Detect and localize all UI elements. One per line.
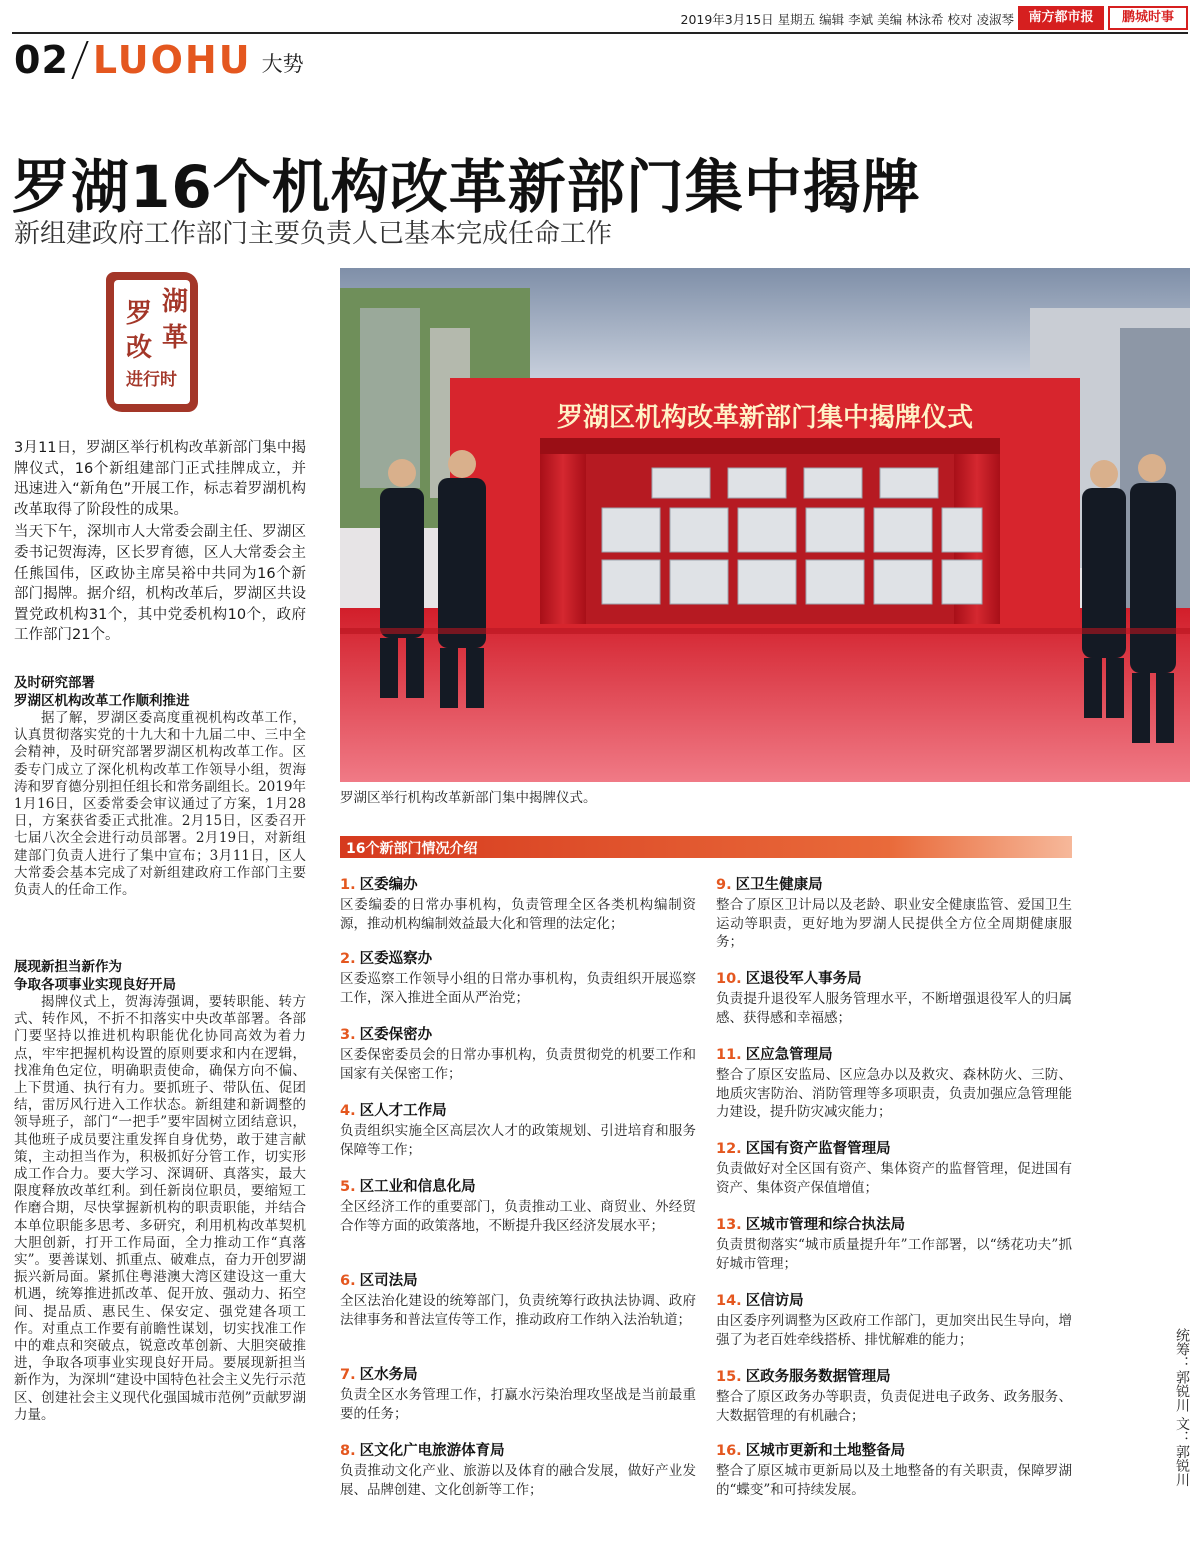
top-rule	[12, 32, 1188, 34]
department-desc: 由区委序列调整为区政府工作部门，更加突出民生导向，增强了为老百姓牵线搭桥、排忧解难的能力；	[716, 1313, 1072, 1348]
department-name: 区水务局	[359, 1367, 418, 1383]
department-number: 9.	[716, 877, 732, 893]
department-item	[716, 970, 1072, 1027]
department-name: 区委保密办	[359, 1027, 433, 1043]
department-item	[340, 1272, 696, 1329]
department-number: 8.	[340, 1443, 356, 1459]
photo-caption: 罗湖区举行机构改革新部门集中揭牌仪式。	[340, 790, 597, 806]
department-desc: 负责全区水务管理工作，打赢水污染治理攻坚战是当前最重要的任务；	[340, 1387, 696, 1422]
section-one	[14, 674, 306, 899]
department-item	[716, 1442, 1072, 1499]
slash-divider	[71, 41, 88, 79]
department-desc: 负责贯彻落实“城市质量提升年”工作部署，以“绣花功夫”抓好城市管理；	[716, 1237, 1072, 1272]
lead-paragraph: 3月11日，罗湖区举行机构改革新部门集中揭牌仪式，16个新组建部门正式挂牌成立，并迅速进入“新角色”开展工作，标志着罗湖机构改革取得了阶段性的成果。	[14, 440, 306, 518]
department-number: 6.	[340, 1273, 356, 1289]
seal-char: 罗	[126, 299, 153, 329]
department-number: 10.	[716, 971, 742, 987]
section-header	[14, 38, 304, 90]
section-one-subheading: 罗湖区机构改革工作顺利推进	[14, 693, 190, 709]
byline-credits: 统筹：郭锐川 文：郭锐川	[1174, 1328, 1190, 1487]
lead-paragraph: 当天下午，深圳市人大常委会副主任、罗湖区委书记贺海涛，区长罗育德，区人大常委会主任熊国伟，区政协主席吴裕中共同为16个新部门揭牌。据介绍，机构改革后，罗湖区共设置党政机构31个，其中党委机构10个，政府工作部门21个。	[14, 524, 306, 644]
photo-illustration	[340, 268, 1190, 782]
seal-char: 湖	[162, 287, 189, 317]
department-name: 区人才工作局	[359, 1103, 447, 1119]
department-name: 区卫生健康局	[735, 877, 823, 893]
section-two-subheading: 争取各项事业实现良好开局	[14, 977, 176, 993]
department-name: 区城市管理和综合执法局	[745, 1217, 906, 1233]
department-item	[716, 1368, 1072, 1425]
department-number: 5.	[340, 1179, 356, 1195]
department-name: 区政务服务数据管理局	[745, 1369, 891, 1385]
department-item	[340, 1178, 696, 1235]
department-item	[716, 1292, 1072, 1349]
section-two	[14, 958, 306, 1424]
headline: 罗湖16个机构改革新部门集中揭牌	[12, 153, 921, 221]
department-name: 区委编办	[359, 877, 418, 893]
department-name: 区国有资产监督管理局	[745, 1141, 891, 1157]
masthead-bar	[0, 6, 1200, 34]
section-two-heading: 展现新担当新作为	[14, 959, 122, 975]
department-desc: 负责推动文化产业、旅游以及体育的融合发展，做好产业发展、品牌创建、文化创新等工作；	[340, 1463, 696, 1498]
department-desc: 负责组织实施全区高层次人才的政策规划、引进培育和服务保障等工作；	[340, 1123, 696, 1158]
section-logo: 鹏城时事	[1108, 6, 1188, 30]
seal-char: 进行时	[126, 370, 177, 390]
seal-char: 革	[162, 323, 189, 353]
section-subtitle: 大势	[261, 52, 304, 76]
department-desc: 整合了原区城市更新局以及土地整备的有关职责，保障罗湖的“蝶变”和可持续发展。	[716, 1463, 1072, 1498]
department-item	[716, 876, 1072, 952]
info-box-title: 16个新部门情况介绍	[346, 841, 478, 857]
section-name: LUOHU	[92, 38, 252, 82]
department-name: 区退役军人事务局	[745, 971, 862, 987]
section-one-heading: 及时研究部署	[14, 675, 95, 691]
department-item	[340, 1366, 696, 1423]
department-number: 13.	[716, 1217, 742, 1233]
section-two-text: 揭牌仪式上，贺海涛强调，要转职能、转方式、转作风，不折不扣落实中央改革部署。各部门要坚持以推进机构职能优化协同高效为着力点，牢牢把握机构设置的原则要求和内在逻辑，找准角色定位，明确职责使命，确保方向不偏、上下贯通、执行有力。要抓班子、带队伍、促团结，雷厉风行进入工作状态。新组建和新调整的领导班子，部门“一把手”要牢固树立团结意识，其他班子成员要注重发挥自身优势，敢于建言献策，主动担当作为，积极抓好分管工作，切实形成工作合力。要大学习、深调研、真落实，最大限度释放改革红利。到任新岗位职员，要缩短工作磨合期，尽快掌握新机构的职责职能，并结合本单位职能多思考、多研究，利用机构改革契机大胆创新，打开工作局面，全力推动工作“真落实”。要善谋划、抓重点、破难点，奋力开创罗湖振兴新局面。紧抓住粤港澳大湾区建设这一重大机遇，统筹推进抓改革、促开放、强动力、拓空间、提品质、惠民生、保安定、强党建各项工作。对重点工作要有前瞻性谋划，切实找准工作中的难点和突破点，锐意改革创新、大胆突破推进，争取各项事业实现良好开局。要展现新担当新作为，为深圳“建设中国特色社会主义先行示范区、创建社会主义现代化强国城市范例”贡献罗湖力量。	[14, 994, 306, 1423]
department-desc: 负责做好对全区国有资产、集体资产的监督管理，促进国有资产、集体资产保值增值；	[716, 1161, 1072, 1196]
department-desc: 区委保密委员会的日常办事机构，负责贯彻党的机要工作和国家有关保密工作；	[340, 1047, 696, 1082]
department-number: 7.	[340, 1367, 356, 1383]
info-box-header	[340, 836, 1072, 858]
seal-char: 改	[126, 333, 153, 363]
department-desc: 整合了原区卫计局以及老龄、职业安全健康监管、爱国卫生运动等职责，更好地为罗湖人民提供全方位全周期健康服务；	[716, 897, 1072, 950]
department-item	[716, 1216, 1072, 1273]
department-item	[340, 1026, 696, 1083]
department-number: 14.	[716, 1293, 742, 1309]
ceremony-photo	[340, 268, 1190, 782]
department-desc: 整合了原区政务办等职责，负责促进电子政务、政务服务、大数据管理的有机融合；	[716, 1389, 1072, 1424]
issue-meta: 2019年3月15日 星期五 编辑 李斌 美编 林泳希 校对 凌淑琴	[680, 12, 1014, 27]
lead-text	[14, 438, 306, 648]
department-name: 区信访局	[745, 1293, 804, 1309]
column-seal-stamp	[106, 272, 198, 412]
department-number: 4.	[340, 1103, 356, 1119]
department-desc: 负责提升退役军人服务管理水平，不断增强退役军人的归属感、获得感和幸福感；	[716, 991, 1072, 1026]
photo-banner: 罗湖区机构改革新部门集中揭牌仪式	[556, 403, 974, 433]
department-number: 15.	[716, 1369, 742, 1385]
department-number: 11.	[716, 1047, 742, 1063]
department-item	[340, 1442, 696, 1499]
department-name: 区委巡察办	[359, 951, 433, 967]
department-item	[716, 1046, 1072, 1122]
department-number: 1.	[340, 877, 356, 893]
department-desc: 区委巡察工作领导小组的日常办事机构，负责组织开展巡察工作，深入推进全面从严治党；	[340, 971, 696, 1006]
paper-logo: 南方都市报	[1018, 6, 1104, 30]
department-desc: 区委编委的日常办事机构，负责管理全区各类机构编制资源，推动机构编制效益最大化和管理的法定化；	[340, 897, 696, 932]
department-name: 区文化广电旅游体育局	[359, 1443, 505, 1459]
department-item	[340, 1102, 696, 1159]
department-number: 2.	[340, 951, 356, 967]
department-name: 区城市更新和土地整备局	[745, 1443, 906, 1459]
department-desc: 全区经济工作的重要部门，负责推动工业、商贸业、外经贸合作等方面的政策落地，不断提升我区经济发展水平；	[340, 1199, 696, 1234]
department-number: 3.	[340, 1027, 356, 1043]
department-item	[340, 950, 696, 1007]
section-one-text: 据了解，罗湖区委高度重视机构改革工作，认真贯彻落实党的十九大和十九届二中、三中全会精神，及时研究部署罗湖区机构改革工作。区委专门成立了深化机构改革工作领导小组，贺海涛和罗育德分别担任组长和常务副组长。2019年1月16日，区委常委会审议通过了方案，1月28日，方案获省委正式批准。2月15日，区委召开七届八次全会进行动员部署。2月19日，对新组建部门负责人进行了集中宣布；3月11日，区人大常委会基本完成了对新组建政府工作部门主要负责人的任命工作。	[14, 710, 306, 899]
seal-inner	[114, 280, 190, 404]
department-desc: 全区法治化建设的统筹部门，负责统筹行政执法协调、政府法律事务和普法宣传等工作，推动政府工作纳入法治轨道；	[340, 1293, 696, 1328]
department-name: 区工业和信息化局	[359, 1179, 476, 1195]
department-item	[340, 876, 696, 933]
department-name: 区应急管理局	[745, 1047, 833, 1063]
department-number: 16.	[716, 1443, 742, 1459]
department-item	[716, 1140, 1072, 1197]
page-number: 02	[14, 38, 69, 82]
department-desc: 整合了原区安监局、区应急办以及救灾、森林防火、三防、地质灾害防治、消防管理等多项职责，负责加强应急管理能力建设，提升防灾减灾能力；	[716, 1067, 1072, 1120]
department-name: 区司法局	[359, 1273, 418, 1289]
subheadline: 新组建政府工作部门主要负责人已基本完成任命工作	[14, 219, 613, 249]
department-number: 12.	[716, 1141, 742, 1157]
